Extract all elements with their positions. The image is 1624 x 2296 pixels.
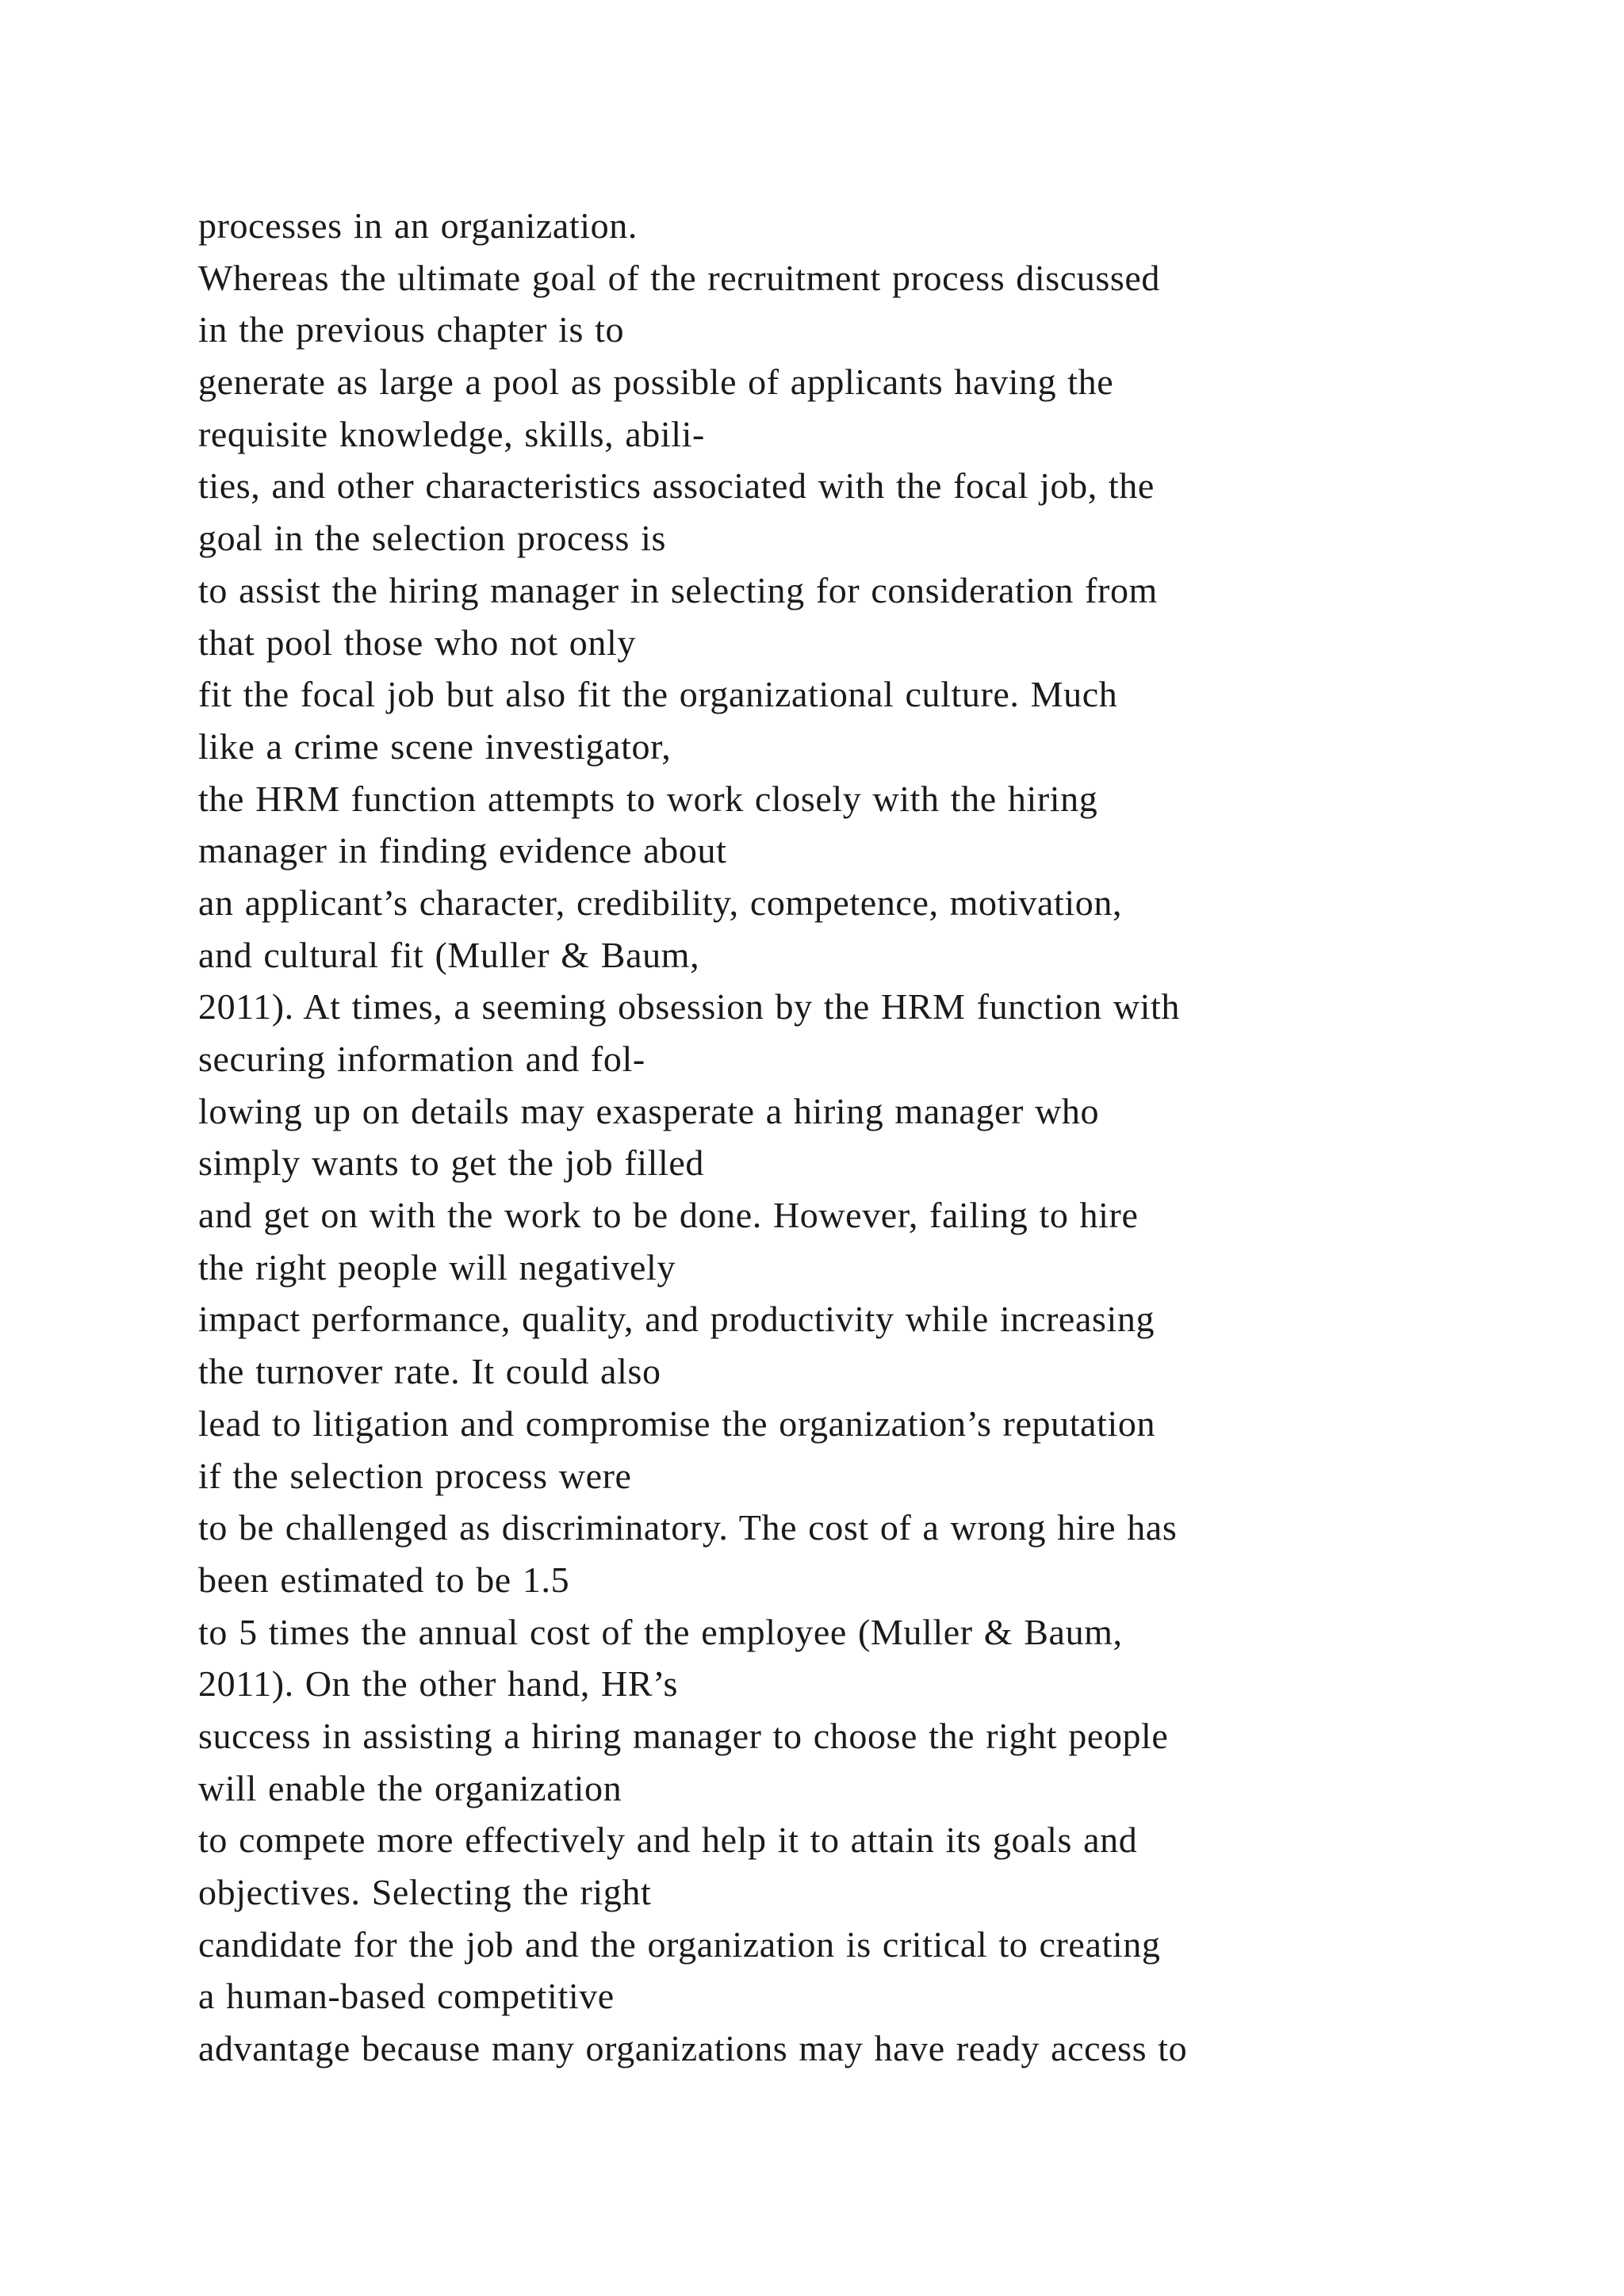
text-line: manager in finding evidence about bbox=[198, 830, 727, 871]
text-line: the turnover rate. It could also bbox=[198, 1351, 661, 1392]
text-line: impact performance, quality, and productivity while increasing bbox=[198, 1299, 1155, 1340]
text-line: 2011). At times, a seeming obsession by the HRM function with bbox=[198, 986, 1181, 1027]
text-line: lead to litigation and compromise the organization’s reputation bbox=[198, 1402, 1156, 1444]
text-line: success in assisting a hiring manager to choose the right people bbox=[198, 1715, 1169, 1756]
text-line: the HRM function attempts to work closely with the hiring bbox=[198, 778, 1098, 819]
text-line: and cultural fit (Muller & Baum, bbox=[198, 934, 700, 975]
text-line: that pool those who not only bbox=[198, 622, 636, 663]
text-line: a human-based competitive bbox=[198, 1976, 615, 2017]
text-line: an applicant’s character, credibility, competence, motivation, bbox=[198, 882, 1123, 923]
text-line: lowing up on details may exasperate a hiring manager who bbox=[198, 1090, 1100, 1131]
text-line: goal in the selection process is bbox=[198, 518, 667, 559]
text-line: like a crime scene investigator, bbox=[198, 725, 672, 767]
text-line: will enable the organization bbox=[198, 1767, 622, 1808]
text-line: ties, and other characteristics associated with the focal job, the bbox=[198, 465, 1155, 507]
text-line: requisite knowledge, skills, abili- bbox=[198, 413, 705, 454]
text-line: Whereas the ultimate goal of the recruitment process discussed bbox=[198, 257, 1161, 298]
text-line: to compete more effectively and help it to attain its goals and bbox=[198, 1820, 1138, 1861]
body-text bbox=[198, 200, 1610, 2075]
text-line: candidate for the job and the organization is critical to creating bbox=[198, 1923, 1161, 1965]
text-line: generate as large a pool as possible of applicants having the bbox=[198, 362, 1114, 403]
text-line: in the previous chapter is to bbox=[198, 309, 625, 350]
text-line: 2011). On the other hand, HR’s bbox=[198, 1663, 679, 1705]
text-line: advantage because many organizations may have ready access to bbox=[198, 2028, 1188, 2069]
text-line: securing information and fol- bbox=[198, 1039, 645, 1079]
text-line: if the selection process were bbox=[198, 1455, 632, 1496]
text-line: to be challenged as discriminatory. The cost of a wrong hire has bbox=[198, 1507, 1178, 1548]
text-line: the right people will negatively bbox=[198, 1246, 676, 1288]
text-line: to assist the hiring manager in selecting for consideration from bbox=[198, 569, 1158, 610]
text-line: been estimated to be 1.5 bbox=[198, 1559, 570, 1600]
text-line: objectives. Selecting the right bbox=[198, 1872, 652, 1912]
text-line: processes in an organization. bbox=[198, 205, 638, 246]
text-line: simply wants to get the job filled bbox=[198, 1142, 704, 1184]
text-line: and get on with the work to be done. However, failing to hire bbox=[198, 1195, 1139, 1236]
text-line: to 5 times the annual cost of the employee (Muller & Baum, bbox=[198, 1611, 1123, 1652]
text-line: fit the focal job but also fit the organizational culture. Much bbox=[198, 674, 1118, 715]
